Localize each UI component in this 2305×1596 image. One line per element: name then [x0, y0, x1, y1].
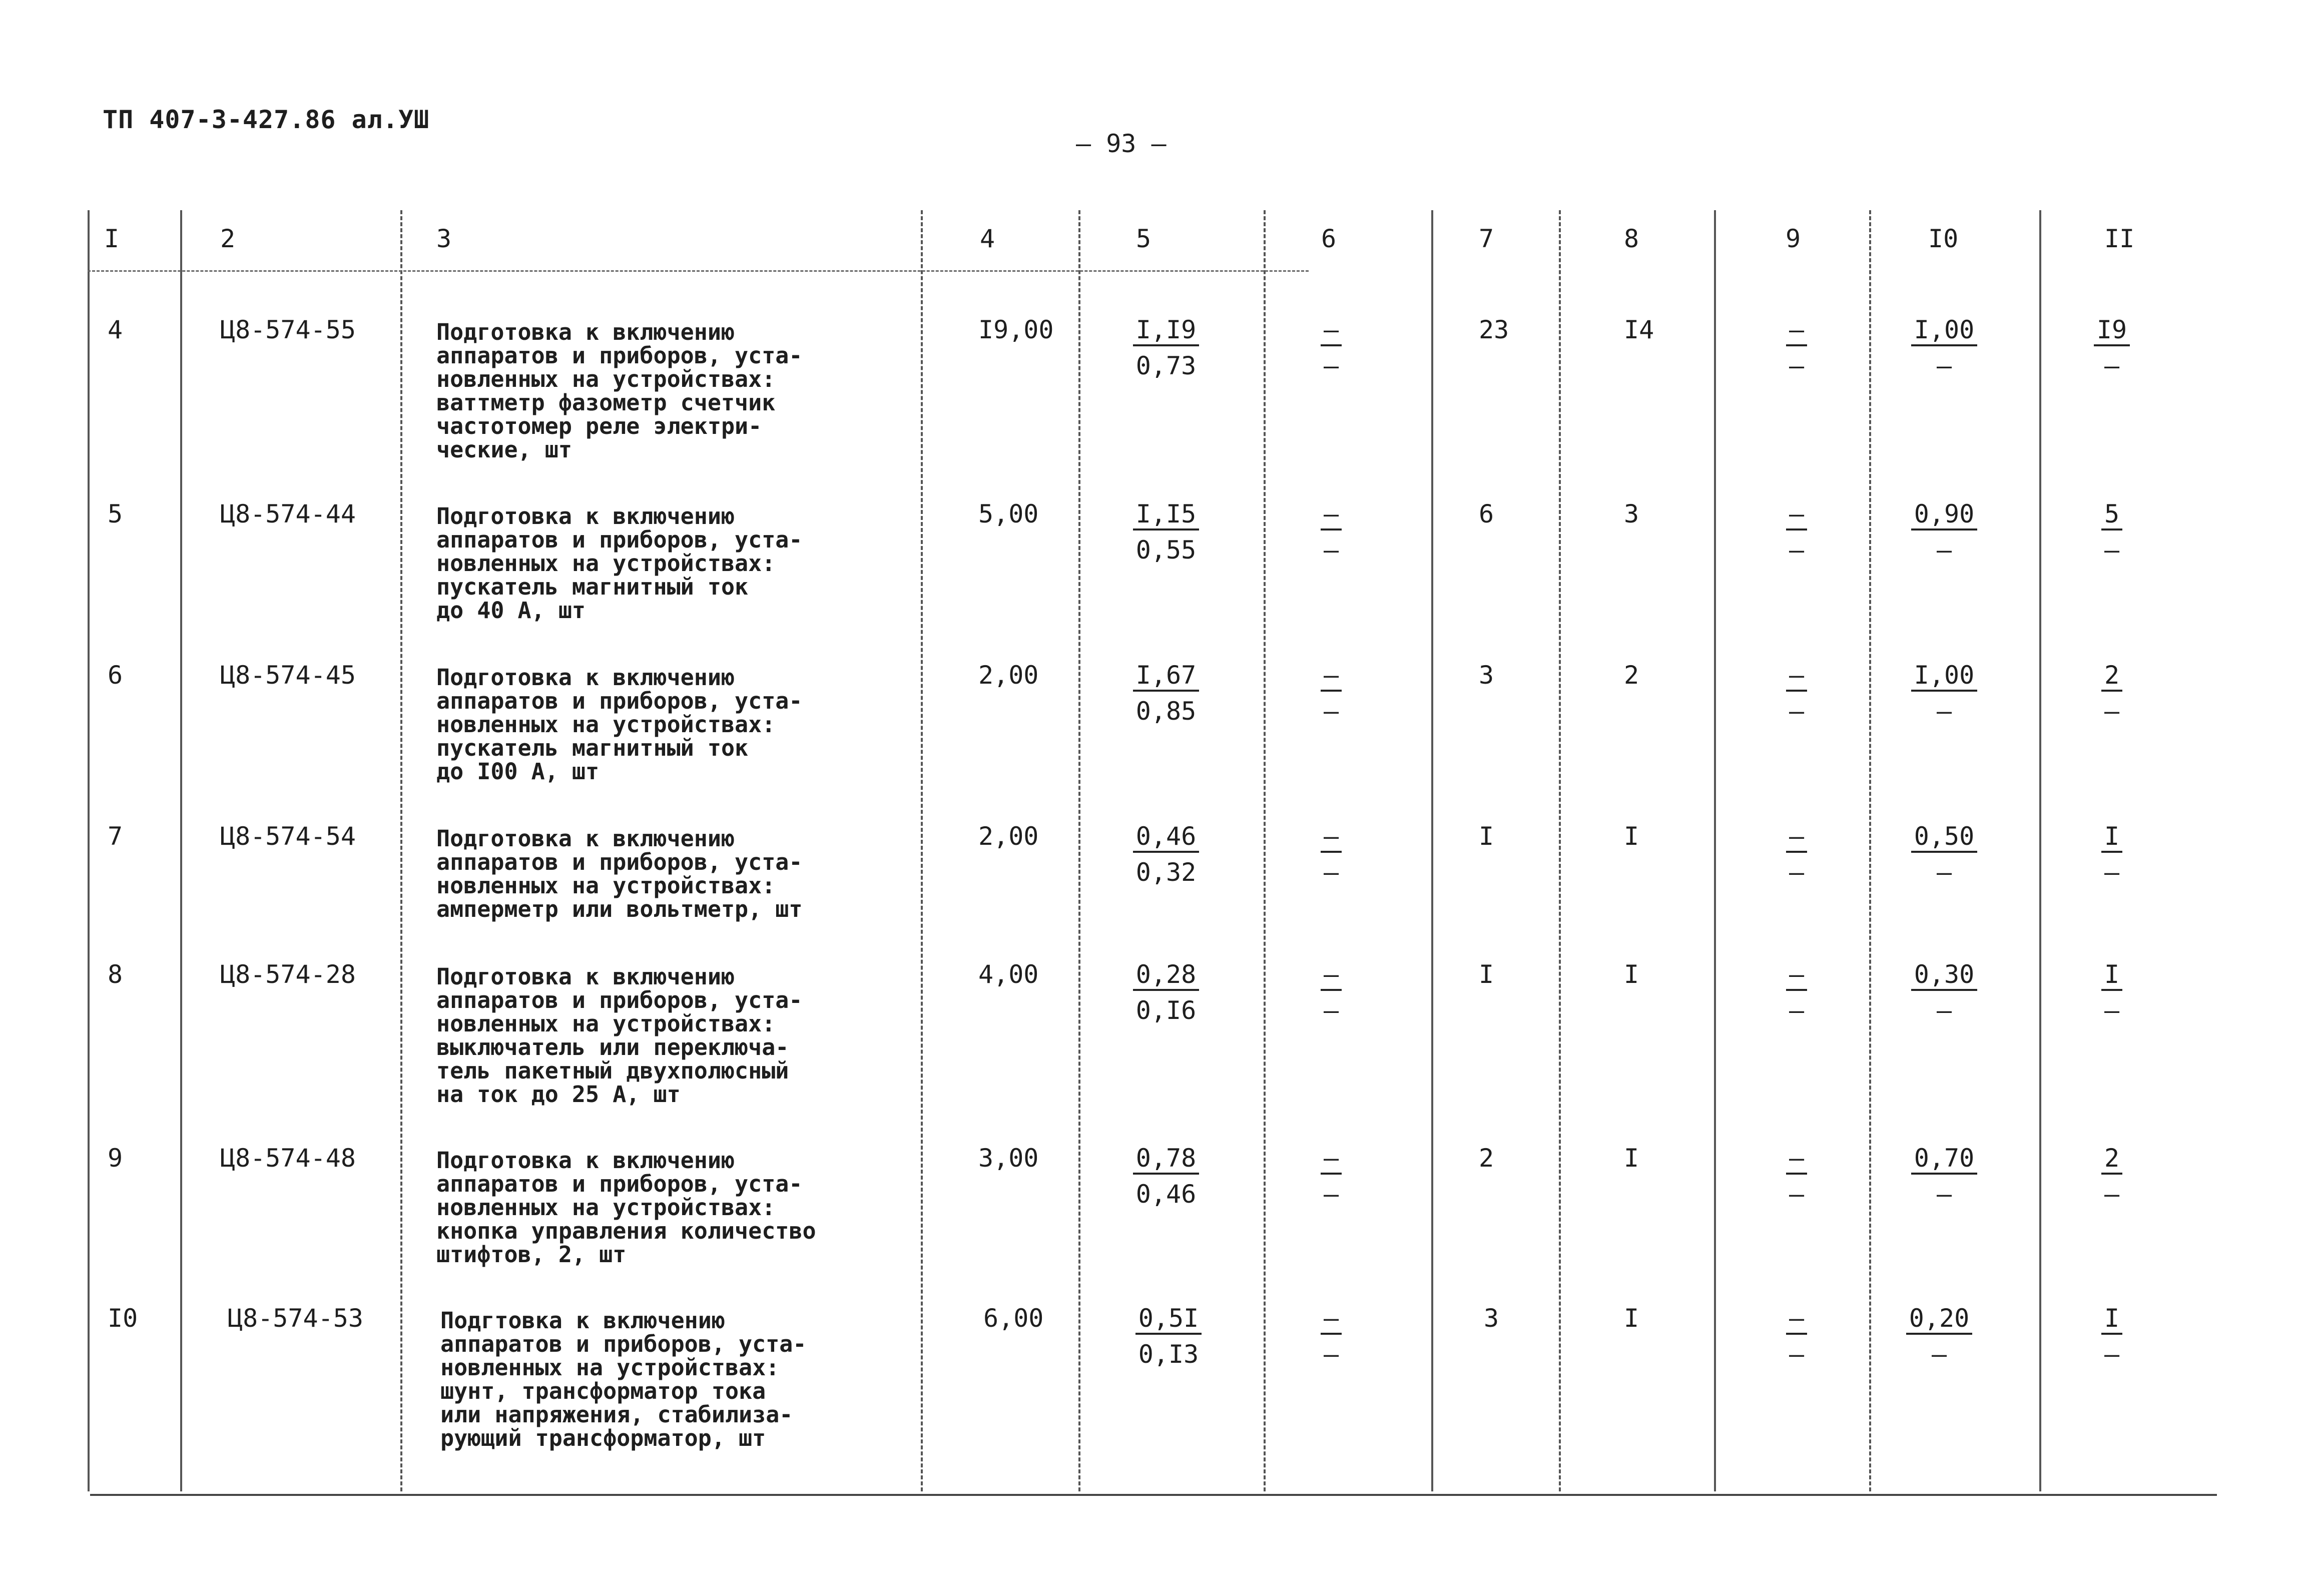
quantity: 6,00: [983, 1304, 1044, 1333]
col6-fraction: [1294, 499, 1369, 565]
col8-value: I: [1624, 960, 1639, 989]
col6-bottom: –: [1323, 1180, 1339, 1209]
col10-bottom: –: [1936, 1180, 1952, 1209]
col9-bottom: –: [1789, 1180, 1805, 1209]
norm-code: Ц8-574-53: [228, 1304, 363, 1333]
column-header-3: 3: [436, 224, 452, 253]
col11-bottom: –: [2104, 351, 2120, 380]
col11-bottom: –: [2104, 1340, 2120, 1369]
col10-top: I,00: [1911, 661, 1977, 692]
col6-top: –: [1321, 822, 1342, 853]
col11-bottom: –: [2104, 697, 2120, 726]
col5-bottom: 0,73: [1135, 351, 1197, 380]
row-number: 8: [108, 960, 123, 989]
table-rule-col4: [921, 210, 923, 1491]
col5-fraction: [1128, 499, 1204, 565]
col8-value: 3: [1624, 499, 1639, 528]
norm-code: Ц8-574-28: [220, 960, 356, 989]
col11-fraction: [2074, 315, 2149, 380]
col7-value: I: [1479, 960, 1494, 989]
col8-value: I: [1624, 1304, 1639, 1333]
col10-fraction: [1907, 1144, 1982, 1209]
col11-bottom: –: [2104, 536, 2120, 565]
col6-bottom: –: [1323, 996, 1339, 1025]
col9-fraction: [1759, 661, 1834, 726]
col5-fraction: [1128, 960, 1204, 1025]
col5-bottom: 0,55: [1135, 536, 1197, 565]
table-rule-col9: [1714, 210, 1716, 1491]
quantity: 5,00: [978, 499, 1039, 528]
col5-fraction: [1131, 1304, 1206, 1369]
col10-top: 0,20: [1906, 1304, 1972, 1335]
col10-top: 0,30: [1911, 960, 1977, 991]
col6-top: –: [1321, 499, 1342, 530]
col5-fraction: [1128, 1144, 1204, 1209]
col9-top: –: [1786, 1304, 1807, 1335]
col10-fraction: [1907, 315, 1982, 380]
col9-bottom: –: [1789, 996, 1805, 1025]
col9-fraction: [1759, 499, 1834, 565]
table-rule-col7: [1431, 210, 1433, 1491]
col6-top: –: [1321, 661, 1342, 692]
col5-top: I,I9: [1133, 315, 1199, 346]
col5-top: 0,46: [1133, 822, 1199, 853]
col8-value: I4: [1624, 315, 1654, 344]
work-description: Подгтовка к включению аппаратов и приборов, уста- новленных на устройствах: шунт, трансформатор тока или напряжения, стабилиза- рующий трансформатор, шт: [440, 1307, 807, 1451]
col7-value: I: [1479, 822, 1494, 851]
col6-fraction: [1294, 661, 1369, 726]
norm-code: Ц8-574-48: [220, 1144, 356, 1173]
col9-bottom: –: [1789, 351, 1805, 380]
col10-top: 0,70: [1911, 1144, 1977, 1175]
quantity: I9,00: [978, 315, 1054, 344]
work-description: Подготовка к включению аппаратов и приборов, уста- новленных на устройствах: пускатель магнитный ток до I00 А, шт: [436, 664, 803, 785]
col10-fraction: [1907, 661, 1982, 726]
col11-bottom: –: [2104, 858, 2120, 887]
column-header-5: 5: [1136, 224, 1151, 253]
col9-fraction: [1759, 1144, 1834, 1209]
col5-fraction: [1128, 661, 1204, 726]
work-description: Подготовка к включению аппаратов и приборов, уста- новленных на устройствах: пускатель магнитный ток до 40 А, шт: [436, 503, 803, 624]
col9-top: –: [1786, 1144, 1807, 1175]
col6-bottom: –: [1323, 1340, 1339, 1369]
col6-bottom: –: [1323, 536, 1339, 565]
col11-top: I: [2101, 960, 2122, 991]
col10-bottom: –: [1936, 351, 1952, 380]
col9-top: –: [1786, 822, 1807, 853]
col10-top: 0,90: [1911, 499, 1977, 530]
quantity: 2,00: [978, 661, 1039, 690]
column-header-10: I0: [1928, 224, 1959, 253]
work-description: Подготовка к включению аппаратов и приборов, уста- новленных на устройствах: выключатель или переключа- тель пакетный двухполюсный на ток до 25 А, шт: [436, 963, 803, 1108]
col11-top: I: [2101, 822, 2122, 853]
col9-top: –: [1786, 315, 1807, 346]
col9-top: –: [1786, 661, 1807, 692]
column-header-7: 7: [1479, 224, 1494, 253]
col11-bottom: –: [2104, 996, 2120, 1025]
col9-bottom: –: [1789, 697, 1805, 726]
column-header-8: 8: [1624, 224, 1639, 253]
column-header-9: 9: [1786, 224, 1801, 253]
quantity: 2,00: [978, 822, 1039, 851]
col5-top: 0,5I: [1135, 1304, 1202, 1335]
col9-fraction: [1759, 960, 1834, 1025]
col10-bottom: –: [1936, 536, 1952, 565]
document-code: ТП 407-3-427.86 ал.УШ: [103, 105, 430, 134]
column-header-11: II: [2104, 224, 2135, 253]
work-description: Подготовка к включению аппаратов и приборов, уста- новленных на устройствах: кнопка управления количество штифтов, 2, шт: [436, 1147, 816, 1268]
col5-fraction: [1128, 315, 1204, 380]
col7-value: 23: [1479, 315, 1509, 344]
row-number: 9: [108, 1144, 123, 1173]
col11-fraction: [2074, 960, 2149, 1025]
column-header-6: 6: [1321, 224, 1337, 253]
col5-bottom: 0,85: [1135, 697, 1197, 726]
col9-top: –: [1786, 499, 1807, 530]
col9-bottom: –: [1789, 536, 1805, 565]
col9-fraction: [1759, 315, 1834, 380]
col10-bottom: –: [1936, 697, 1952, 726]
col5-top: I,I5: [1133, 499, 1199, 530]
col6-fraction: [1294, 1144, 1369, 1209]
col10-top: 0,50: [1911, 822, 1977, 853]
col6-top: –: [1321, 1144, 1342, 1175]
col11-top: 2: [2101, 661, 2122, 692]
col9-top: –: [1786, 960, 1807, 991]
col9-bottom: –: [1789, 858, 1805, 887]
norm-code: Ц8-574-54: [220, 822, 356, 851]
header-rule: [88, 270, 1309, 272]
row-number: I0: [108, 1304, 138, 1333]
quantity: 3,00: [978, 1144, 1039, 1173]
col6-bottom: –: [1323, 858, 1339, 887]
norm-code: Ц8-574-55: [220, 315, 356, 344]
col8-value: I: [1624, 1144, 1639, 1173]
col11-top: I9: [2094, 315, 2130, 346]
col10-top: I,00: [1911, 315, 1977, 346]
col6-fraction: [1294, 315, 1369, 380]
norm-code: Ц8-574-45: [220, 661, 356, 690]
quantity: 4,00: [978, 960, 1039, 989]
table-rule-col3: [400, 210, 402, 1491]
page-number: – 93 –: [1076, 129, 1167, 158]
row-number: 6: [108, 661, 123, 690]
norm-code: Ц8-574-44: [220, 499, 356, 528]
col9-bottom: –: [1789, 1340, 1805, 1369]
table-rule-col6: [1264, 210, 1266, 1491]
col10-bottom: –: [1931, 1340, 1947, 1369]
col5-fraction: [1128, 822, 1204, 887]
work-description: Подготовка к включению аппаратов и приборов, уста- новленных на устройствах: ваттметр фазометр счетчик частотомер реле электри- ческие, шт: [436, 319, 803, 463]
col5-top: 0,78: [1133, 1144, 1199, 1175]
col10-fraction: [1907, 499, 1982, 565]
col11-top: I: [2101, 1304, 2122, 1335]
col6-fraction: [1294, 1304, 1369, 1369]
table-rule-col11: [2039, 210, 2041, 1491]
col5-top: 0,28: [1133, 960, 1199, 991]
col10-fraction: [1907, 822, 1982, 887]
col6-fraction: [1294, 822, 1369, 887]
work-description: Подготовка к включению аппаратов и приборов, уста- новленных на устройствах: амперметр или вольтметр, шт: [436, 825, 803, 922]
column-header-4: 4: [980, 224, 995, 253]
table-rule-col8: [1559, 210, 1561, 1491]
column-header-2: 2: [220, 224, 236, 253]
col11-fraction: [2074, 499, 2149, 565]
table-rule-left: [88, 210, 90, 1491]
col5-bottom: 0,46: [1135, 1180, 1197, 1209]
col11-fraction: [2074, 661, 2149, 726]
row-number: 4: [108, 315, 123, 344]
col9-fraction: [1759, 1304, 1834, 1369]
col6-top: –: [1321, 1304, 1342, 1335]
table-bottom-rule: [90, 1494, 2217, 1496]
col11-top: 2: [2101, 1144, 2122, 1175]
col5-top: I,67: [1133, 661, 1199, 692]
col7-value: 3: [1479, 661, 1494, 690]
col7-value: 2: [1479, 1144, 1494, 1173]
col7-value: 6: [1479, 499, 1494, 528]
col6-bottom: –: [1323, 697, 1339, 726]
col10-fraction: [1902, 1304, 1977, 1369]
table-rule-col2: [180, 210, 182, 1491]
col9-fraction: [1759, 822, 1834, 887]
col10-fraction: [1907, 960, 1982, 1025]
col10-bottom: –: [1936, 858, 1952, 887]
row-number: 7: [108, 822, 123, 851]
col8-value: 2: [1624, 661, 1639, 690]
col6-top: –: [1321, 960, 1342, 991]
col11-bottom: –: [2104, 1180, 2120, 1209]
col8-value: I: [1624, 822, 1639, 851]
table-rule-col5: [1078, 210, 1080, 1491]
col6-fraction: [1294, 960, 1369, 1025]
col5-bottom: 0,I6: [1135, 996, 1197, 1025]
col10-bottom: –: [1936, 996, 1952, 1025]
col6-top: –: [1321, 315, 1342, 346]
col5-bottom: 0,32: [1135, 858, 1197, 887]
column-header-1: I: [104, 224, 120, 253]
col11-fraction: [2074, 822, 2149, 887]
col5-bottom: 0,I3: [1138, 1340, 1199, 1369]
table-rule-col10: [1869, 210, 1871, 1491]
row-number: 5: [108, 499, 123, 528]
col11-top: 5: [2101, 499, 2122, 530]
col11-fraction: [2074, 1304, 2149, 1369]
col6-bottom: –: [1323, 351, 1339, 380]
col7-value: 3: [1484, 1304, 1499, 1333]
col11-fraction: [2074, 1144, 2149, 1209]
